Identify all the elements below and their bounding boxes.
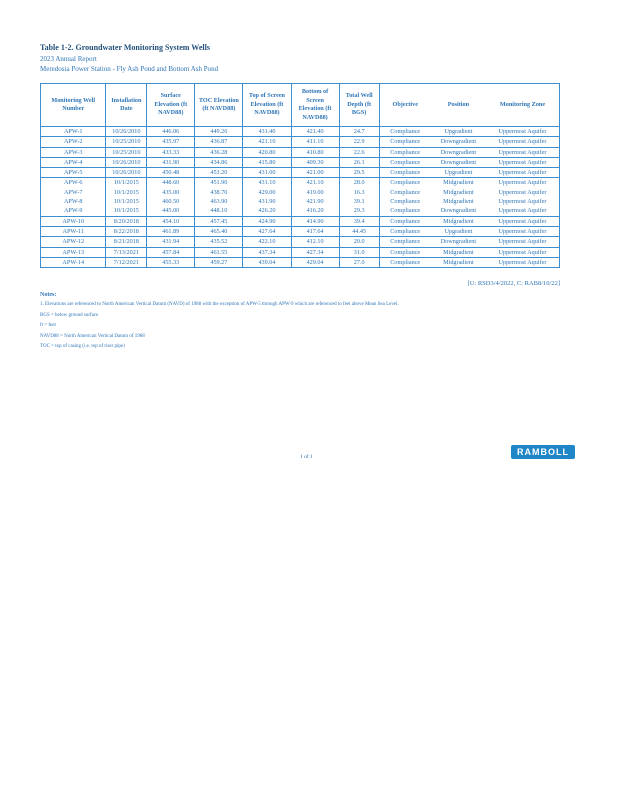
table-row: [41, 197, 560, 206]
table-cell: 419.00: [291, 188, 339, 197]
table-cell: Compliance: [379, 157, 431, 167]
note-item: 1. Elevations are referenced to North American Vertical Datum (NAVD) of 1988 with the exception of APW-5 through APW-9 which are referenced to feet above Mean Sea Level.: [40, 302, 399, 308]
table-cell: Uppermost Aquifer: [498, 188, 547, 196]
table-cell: Upgradient: [431, 226, 486, 236]
table-cell: Midgradient: [431, 178, 486, 188]
table-cell: Compliance: [379, 216, 431, 226]
table-cell: APW-7: [63, 188, 83, 196]
col-total-depth: Total Well Depth (ft BGS): [339, 84, 379, 127]
table-cell: Uppermost Aquifer: [486, 127, 560, 137]
note-item: NAVD88 = North American Vertical Datum of 1988: [40, 333, 145, 339]
table-cell: Uppermost Aquifer: [498, 207, 547, 215]
table-cell: Uppermost Aquifer: [486, 178, 560, 188]
report-header: [40, 43, 218, 75]
table-cell: 448.10: [195, 206, 243, 216]
table-row: [41, 178, 560, 188]
table-cell: 435.52: [195, 237, 243, 247]
table-cell: 410.80: [291, 147, 339, 157]
table-cell: 421.10: [243, 137, 291, 147]
table-cell: 421.40: [291, 127, 339, 137]
table-cell: 451.90: [195, 178, 243, 188]
table-cell: 16.3: [339, 188, 379, 197]
table-cell: 26.1: [339, 157, 379, 167]
table-body: [41, 127, 560, 268]
table-cell: Downgradient: [440, 207, 477, 215]
table-cell: 461.89: [147, 226, 195, 236]
col-top-screen: Top of Screen Elevation (ft NAVD88): [243, 84, 291, 127]
table-cell: 24.7: [339, 127, 379, 137]
table-cell: 438.70: [195, 188, 243, 197]
site-name: Meredosia Power Station - Fly Ash Pond and Bottom Ash Pond: [40, 65, 219, 73]
table-cell: 8/20/2018: [106, 216, 147, 226]
table-cell: 431.40: [243, 127, 291, 137]
table-cell: Uppermost Aquifer: [498, 198, 547, 206]
table-row: [41, 188, 560, 197]
table-cell: Compliance: [379, 257, 431, 267]
table-cell: 436.87: [195, 137, 243, 147]
table-cell: Compliance: [379, 237, 431, 247]
col-well-number: Monitoring Well Number: [51, 96, 96, 112]
table-cell: Compliance: [379, 127, 431, 137]
table-cell: APW-13: [41, 247, 106, 257]
table-cell: Uppermost Aquifer: [486, 157, 560, 167]
table-cell: Downgradient: [431, 237, 486, 247]
table-cell: Compliance: [379, 197, 431, 206]
table-cell: 8/22/2018: [106, 226, 147, 236]
table-cell: 22.6: [339, 147, 379, 157]
table-cell: 7/13/2021: [106, 247, 147, 257]
wells-table: [40, 83, 560, 268]
table-cell: 457.84: [147, 247, 195, 257]
table-row: [41, 257, 560, 267]
table-row: [41, 168, 560, 178]
col-bottom-screen: Bottom of Screen Elevation (ft NAVD88): [291, 84, 339, 127]
table-cell: Midgradient: [443, 198, 474, 206]
table-cell: Midgradient: [431, 257, 486, 267]
table-cell: 431.90: [147, 157, 195, 167]
table-cell: 39.4: [339, 216, 379, 226]
table-cell: 28.0: [339, 178, 379, 188]
table-cell: Uppermost Aquifer: [486, 226, 560, 236]
table-cell: 420.80: [243, 147, 291, 157]
table-cell: Uppermost Aquifer: [486, 247, 560, 257]
table-cell: APW-5: [41, 168, 106, 178]
table-cell: Downgradient: [431, 137, 486, 147]
table-cell: 427.64: [243, 226, 291, 236]
table-cell: 412.10: [291, 237, 339, 247]
table-row: [41, 137, 560, 147]
table-cell: Compliance: [379, 137, 431, 147]
table-cell: Midgradient: [443, 188, 474, 196]
col-monitoring-zone: Monitoring Zone: [499, 100, 546, 108]
col-toc-elevation: TOC Elevation (ft NAVD88): [195, 84, 243, 127]
logo-text: RAMBOLL: [517, 447, 569, 457]
table-cell: Compliance: [379, 247, 431, 257]
table-cell: 455.33: [147, 257, 195, 267]
table-cell: 435.00: [147, 188, 195, 197]
table-cell: 421.90: [291, 197, 339, 206]
table-row: [41, 147, 560, 157]
table-cell: 10/1/2015: [106, 178, 147, 188]
table-cell: APW-3: [41, 147, 106, 157]
revision-reference: [U: RSD3/4/2022, C: RAB8/10/22]: [467, 280, 560, 287]
table-cell: 450.48: [147, 168, 195, 178]
table-cell: 411.10: [291, 137, 339, 147]
table-cell: Compliance: [379, 168, 431, 178]
table-cell: Compliance: [379, 226, 431, 236]
table-cell: 437.34: [243, 247, 291, 257]
table-cell: 429.00: [243, 188, 291, 197]
table-cell: 454.10: [147, 216, 195, 226]
table-cell: APW-2: [41, 137, 106, 147]
table-row: [41, 247, 560, 257]
table-cell: Uppermost Aquifer: [486, 237, 560, 247]
ramboll-logo: [511, 445, 575, 459]
table-cell: 409.30: [291, 157, 339, 167]
table-cell: 435.97: [147, 137, 195, 147]
table-cell: Compliance: [379, 178, 431, 188]
table-cell: 414.90: [291, 216, 339, 226]
notes-title: Notes:: [40, 292, 57, 298]
table-cell: 448.60: [147, 178, 195, 188]
table-cell: Uppermost Aquifer: [486, 137, 560, 147]
table-cell: 27.0: [339, 257, 379, 267]
table-cell: Upgradient: [431, 168, 486, 178]
table-cell: 10/26/2010: [106, 168, 147, 178]
notes-section: [40, 290, 399, 352]
note-item: ft = feet: [40, 323, 56, 329]
table-cell: 10/26/2010: [106, 127, 147, 137]
table-cell: 417.64: [291, 226, 339, 236]
table-cell: 29.3: [339, 206, 379, 216]
table-cell: 431.00: [243, 168, 291, 178]
table-cell: 421.00: [291, 168, 339, 178]
table-cell: 457.45: [195, 216, 243, 226]
table-title: Table 1-2. Groundwater Monitoring System Wells: [40, 43, 210, 52]
table-cell: APW-8: [63, 198, 83, 206]
table-cell: 460.50: [147, 197, 195, 206]
table-cell: 459.27: [195, 257, 243, 267]
table-cell: 436.28: [195, 147, 243, 157]
table-cell: APW-11: [41, 226, 106, 236]
table-cell: APW-12: [41, 237, 106, 247]
report-name: 2023 Annual Report: [40, 54, 97, 63]
table-cell: 433.33: [147, 147, 195, 157]
table-cell: APW-9: [63, 207, 83, 215]
table-cell: Midgradient: [431, 216, 486, 226]
table-cell: 10/1/2015: [106, 188, 147, 197]
table-cell: 431.94: [147, 237, 195, 247]
table-cell: Compliance: [379, 188, 431, 197]
table-cell: 424.90: [243, 216, 291, 226]
table-cell: 449.26: [195, 127, 243, 137]
note-item: TOC = top of casing (i.e. top of riser pipe): [40, 344, 125, 350]
table-cell: APW-14: [41, 257, 106, 267]
table-cell: 10/1/2015: [106, 206, 147, 216]
table-cell: 8/21/2018: [106, 237, 147, 247]
note-item: BGS = below ground surface: [40, 312, 99, 318]
table-cell: 463.90: [195, 197, 243, 206]
table-cell: Uppermost Aquifer: [486, 168, 560, 178]
table-cell: APW-4: [41, 157, 106, 167]
table-cell: 421.10: [291, 178, 339, 188]
table-cell: 465.40: [195, 226, 243, 236]
table-cell: 10/25/2010: [106, 137, 147, 147]
table-cell: 39.1: [339, 197, 379, 206]
table-cell: Downgradient: [431, 147, 486, 157]
table-row: [41, 206, 560, 216]
table-cell: Compliance: [379, 206, 431, 216]
table-cell: 429.04: [291, 257, 339, 267]
col-objective: Objective: [379, 84, 431, 127]
col-surface-elevation: Surface Elevation (ft NAVD88): [147, 84, 195, 127]
table-cell: 10/25/2010: [106, 147, 147, 157]
table-cell: 29.5: [339, 168, 379, 178]
table-cell: APW-10: [41, 216, 106, 226]
table-cell: APW-1: [41, 127, 106, 137]
table-row: [41, 157, 560, 167]
table-cell: 10/1/2015: [106, 197, 147, 206]
col-position: Position: [447, 100, 470, 108]
table-cell: 453.20: [195, 168, 243, 178]
table-cell: 422.10: [243, 237, 291, 247]
table-cell: Uppermost Aquifer: [486, 147, 560, 157]
table-cell: 10/26/2010: [106, 157, 147, 167]
header-row: [41, 84, 560, 127]
table-row: [41, 127, 560, 137]
table-cell: 416.20: [291, 206, 339, 216]
table-cell: 22.9: [339, 137, 379, 147]
table-row: [41, 216, 560, 226]
table-cell: 431.10: [243, 178, 291, 188]
table-cell: Upgradient: [431, 127, 486, 137]
table-cell: 7/12/2021: [106, 257, 147, 267]
table-cell: Downgradient: [431, 157, 486, 167]
table-cell: 426.20: [243, 206, 291, 216]
table-cell: Uppermost Aquifer: [486, 216, 560, 226]
table-row: [41, 226, 560, 236]
page-number: 1 of 1: [300, 454, 313, 460]
table-cell: 415.80: [243, 157, 291, 167]
table-cell: 446.06: [147, 127, 195, 137]
table-cell: Compliance: [379, 147, 431, 157]
table-cell: 461.55: [195, 247, 243, 257]
table-cell: 445.00: [147, 206, 195, 216]
table-cell: 439.04: [243, 257, 291, 267]
table-cell: 427.34: [291, 247, 339, 257]
table-cell: APW-6: [41, 178, 106, 188]
col-installation-date: Installation Date: [106, 84, 147, 127]
table-cell: 44.45: [339, 226, 379, 236]
table-cell: 20.0: [339, 237, 379, 247]
table-cell: 431.90: [243, 197, 291, 206]
table-cell: Uppermost Aquifer: [486, 257, 560, 267]
table-cell: 31.0: [339, 247, 379, 257]
table-cell: 434.86: [195, 157, 243, 167]
table-cell: Midgradient: [431, 247, 486, 257]
table-row: [41, 237, 560, 247]
